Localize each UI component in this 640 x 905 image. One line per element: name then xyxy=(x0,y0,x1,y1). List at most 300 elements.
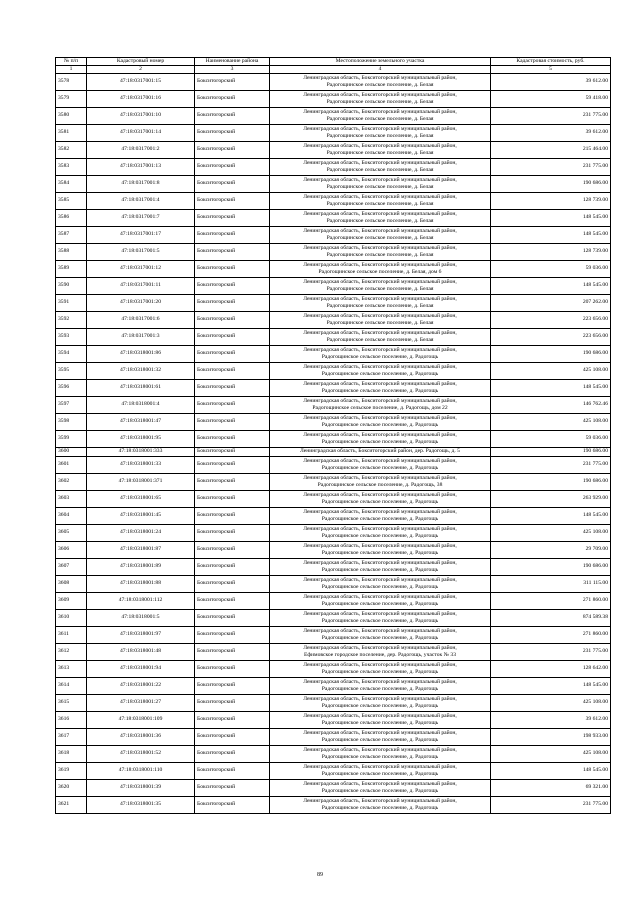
cadastral-value-cell: 231 775.00 xyxy=(491,158,611,175)
location-cell xyxy=(270,124,491,141)
location-line-1: Ленинградская область, Бокситогорский муниципальный район, xyxy=(303,594,457,600)
cadastral-value-cell: 215 464.00 xyxy=(491,141,611,158)
location-line-1: Ленинградская область, Бокситогорский муниципальный район, xyxy=(303,730,457,736)
column-index-1: 1 xyxy=(56,66,87,74)
cadastral-number-cell: 47:18:0318001:371 xyxy=(87,473,195,490)
table-row xyxy=(56,430,611,447)
location-cell xyxy=(270,626,491,643)
district-cell: Бокситогорский xyxy=(195,711,270,728)
row-number-cell: 3612 xyxy=(56,643,87,660)
district-cell: Бокситогорский xyxy=(195,73,270,90)
cadastral-number-cell: 47:18:0318001:89 xyxy=(87,558,195,575)
location-line-2: Радогощинское сельское поселение, д. Радогощь xyxy=(321,370,439,377)
location-line-1: Ленинградская область, Бокситогорский муниципальный район, xyxy=(303,713,457,719)
row-number-cell: 3605 xyxy=(56,524,87,541)
cadastral-value-cell: 425 108.00 xyxy=(491,362,611,379)
district-cell: Бокситогорский xyxy=(195,226,270,243)
column-index-3: 3 xyxy=(195,66,270,74)
cadastral-value-cell: 190 686.00 xyxy=(491,447,611,456)
cadastral-number-cell: 47:18:0318001:95 xyxy=(87,430,195,447)
cadastral-value-cell: 231 775.00 xyxy=(491,456,611,473)
location-line-1: Ленинградская область, Бокситогорский муниципальный район, xyxy=(303,313,457,319)
table-row xyxy=(56,728,611,745)
cadastral-number-cell: 47:18:0318001:27 xyxy=(87,694,195,711)
cadastral-number-cell: 47:18:0317001:3 xyxy=(87,328,195,345)
table-column-index-row xyxy=(56,66,611,74)
location-line-1: Ленинградская область, Бокситогорский муниципальный район, xyxy=(303,577,457,583)
location-cell xyxy=(270,711,491,728)
location-line-2: Радогощинское сельское поселение, д. Радогощь xyxy=(321,549,439,556)
cadastral-number-cell: 47:18:0318001:88 xyxy=(87,575,195,592)
location-line-1: Ленинградская область, Бокситогорский муниципальный район, xyxy=(303,611,457,617)
table-row xyxy=(56,90,611,107)
location-line-1: Ленинградская область, Бокситогорский муниципальный район, xyxy=(303,696,457,702)
table-row xyxy=(56,745,611,762)
cadastral-value-cell: 59 036.00 xyxy=(491,430,611,447)
table-row xyxy=(56,379,611,396)
location-line-2: Радогощинское сельское поселение, д. Радогощь xyxy=(321,387,439,394)
location-cell xyxy=(270,456,491,473)
table-row xyxy=(56,328,611,345)
page-number: 89 xyxy=(317,872,323,878)
location-line-2: Радогощинское сельское поселение, д. Белая xyxy=(326,319,434,326)
table-row xyxy=(56,779,611,796)
header-location: Местоположение земельного участка xyxy=(270,58,491,66)
cadastral-number-cell: 47:18:0318001:5 xyxy=(87,609,195,626)
district-cell: Бокситогорский xyxy=(195,447,270,456)
district-cell: Бокситогорский xyxy=(195,124,270,141)
cadastral-value-table xyxy=(55,57,611,814)
cadastral-value-cell: 190 686.00 xyxy=(491,558,611,575)
location-line-2: Радогощинское сельское поселение, д. Радогощь xyxy=(321,804,439,811)
cadastral-number-cell: 47:18:0317001:8 xyxy=(87,175,195,192)
table-row xyxy=(56,192,611,209)
location-line-2: Радогощинское сельское поселение, д. Белая xyxy=(326,234,434,241)
header-number: № п/п xyxy=(56,58,87,66)
district-cell: Бокситогорский xyxy=(195,107,270,124)
cadastral-value-cell: 223 656.00 xyxy=(491,328,611,345)
district-cell: Бокситогорский xyxy=(195,277,270,294)
cadastral-number-cell: 47:18:0317001:10 xyxy=(87,107,195,124)
location-cell xyxy=(270,745,491,762)
table-row xyxy=(56,524,611,541)
table-row xyxy=(56,141,611,158)
row-number-cell: 3596 xyxy=(56,379,87,396)
location-line-1: Ленинградская область, Бокситогорский муниципальный район, xyxy=(303,475,457,481)
location-line-2: Радогощинское сельское поселение, д. Белая xyxy=(326,336,434,343)
cadastral-value-cell: 425 108.00 xyxy=(491,524,611,541)
location-line-2: Ефимовское городское поселение, дер. Радогощь, участок № 33 xyxy=(304,651,456,658)
district-cell: Бокситогорский xyxy=(195,396,270,413)
table-row xyxy=(56,447,611,456)
cadastral-number-cell: 47:18:0318001:33 xyxy=(87,456,195,473)
location-line-2: Радогощинское сельское поселение, д. Радогощь, 38 xyxy=(317,481,443,488)
cadastral-value-cell: 207 262.00 xyxy=(491,294,611,311)
district-cell: Бокситогорский xyxy=(195,243,270,260)
table-row xyxy=(56,575,611,592)
table-row xyxy=(56,626,611,643)
cadastral-value-cell: 146 762.46 xyxy=(491,396,611,413)
district-cell: Бокситогорский xyxy=(195,609,270,626)
row-number-cell: 3606 xyxy=(56,541,87,558)
cadastral-number-cell: 47:18:0318001:112 xyxy=(87,592,195,609)
location-line-1: Ленинградская область, Бокситогорский муниципальный район, xyxy=(303,296,457,302)
table-row xyxy=(56,158,611,175)
location-cell xyxy=(270,277,491,294)
location-cell xyxy=(270,141,491,158)
location-line-1: Ленинградская область, Бокситогорский муниципальный район, xyxy=(303,143,457,149)
cadastral-number-cell: 47:18:0318001:52 xyxy=(87,745,195,762)
location-line-1: Ленинградская область, Бокситогорский муниципальный район, xyxy=(303,177,457,183)
location-line-1: Ленинградская область, Бокситогорский муниципальный район, xyxy=(303,645,457,651)
row-number-cell: 3614 xyxy=(56,677,87,694)
cadastral-number-cell: 47:18:0318001:36 xyxy=(87,728,195,745)
cadastral-value-cell: 190 686.00 xyxy=(491,345,611,362)
row-number-cell: 3588 xyxy=(56,243,87,260)
location-line-1: Ленинградская область, Бокситогорский муниципальный район, xyxy=(303,75,457,81)
row-number-cell: 3586 xyxy=(56,209,87,226)
district-cell: Бокситогорский xyxy=(195,192,270,209)
row-number-cell: 3610 xyxy=(56,609,87,626)
header-district: Наименование района xyxy=(195,58,270,66)
table-row xyxy=(56,456,611,473)
district-cell: Бокситогорский xyxy=(195,728,270,745)
table-row xyxy=(56,541,611,558)
row-number-cell: 3591 xyxy=(56,294,87,311)
location-line-2: Радогощинское сельское поселение, д. Радогощь xyxy=(321,353,439,360)
cadastral-number-cell: 47:18:0317001:2 xyxy=(87,141,195,158)
location-line-2: Радогощинское сельское поселение, д. Белая xyxy=(326,98,434,105)
district-cell: Бокситогорский xyxy=(195,796,270,813)
location-line-1: Ленинградская область, Бокситогорский муниципальный район, xyxy=(303,492,457,498)
district-cell: Бокситогорский xyxy=(195,158,270,175)
table-row xyxy=(56,558,611,575)
table-row xyxy=(56,711,611,728)
cadastral-value-cell: 128 642.00 xyxy=(491,660,611,677)
cadastral-number-cell: 47:18:0317001:15 xyxy=(87,73,195,90)
district-cell: Бокситогорский xyxy=(195,430,270,447)
table-row xyxy=(56,226,611,243)
district-cell: Бокситогорский xyxy=(195,626,270,643)
table-row xyxy=(56,609,611,626)
location-cell xyxy=(270,609,491,626)
cadastral-value-cell: 425 108.00 xyxy=(491,413,611,430)
row-number-cell: 3581 xyxy=(56,124,87,141)
location-line-2: Радогощинское сельское поселение, д. Белая xyxy=(326,302,434,309)
location-line-1: Ленинградская область, Бокситогорский муниципальный район, xyxy=(303,628,457,634)
location-line-1: Ленинградская область, Бокситогорский район, дер. Радогощь, д. 5 xyxy=(300,448,460,455)
location-cell xyxy=(270,192,491,209)
column-index-5: 5 xyxy=(491,66,611,74)
table-row xyxy=(56,507,611,524)
location-cell xyxy=(270,328,491,345)
table-row xyxy=(56,277,611,294)
location-cell xyxy=(270,379,491,396)
location-line-1: Ленинградская область, Бокситогорский муниципальный район, xyxy=(303,347,457,353)
location-line-2: Радогощинское сельское поселение, д. Белая xyxy=(326,251,434,258)
row-number-cell: 3608 xyxy=(56,575,87,592)
cadastral-value-cell: 128 739.00 xyxy=(491,192,611,209)
cadastral-number-cell: 47:18:0318001:86 xyxy=(87,345,195,362)
row-number-cell: 3611 xyxy=(56,626,87,643)
district-cell: Бокситогорский xyxy=(195,345,270,362)
location-line-1: Ленинградская область, Бокситогорский муниципальный район, xyxy=(303,526,457,532)
location-line-1: Ленинградская область, Бокситогорский муниципальный район, xyxy=(303,330,457,336)
row-number-cell: 3615 xyxy=(56,694,87,711)
district-cell: Бокситогорский xyxy=(195,745,270,762)
location-line-2: Радогощинское сельское поселение, д. Радогощь xyxy=(321,685,439,692)
location-line-1: Ленинградская область, Бокситогорский муниципальный район, xyxy=(303,279,457,285)
row-number-cell: 3620 xyxy=(56,779,87,796)
location-line-2: Радогощинское сельское поселение, д. Радогощь xyxy=(321,464,439,471)
location-line-2: Радогощинское сельское поселение, д. Радогощь xyxy=(321,736,439,743)
table-row xyxy=(56,73,611,90)
cadastral-number-cell: 47:18:0317001:17 xyxy=(87,226,195,243)
row-number-cell: 3583 xyxy=(56,158,87,175)
cadastral-value-cell: 69 321.00 xyxy=(491,779,611,796)
location-line-2: Радогощинское сельское поселение, д. Белая xyxy=(326,149,434,156)
location-line-1: Ленинградская область, Бокситогорский муниципальный район, xyxy=(303,92,457,98)
row-number-cell: 3598 xyxy=(56,413,87,430)
location-line-1: Ленинградская область, Бокситогорский муниципальный район, xyxy=(303,560,457,566)
district-cell: Бокситогорский xyxy=(195,779,270,796)
cadastral-number-cell: 47:18:0317001:14 xyxy=(87,124,195,141)
cadastral-number-cell: 47:18:0318001:39 xyxy=(87,779,195,796)
table-body xyxy=(56,58,611,814)
row-number-cell: 3603 xyxy=(56,490,87,507)
location-cell xyxy=(270,796,491,813)
location-line-2: Радогощинское сельское поселение, д. Белая xyxy=(326,217,434,224)
cadastral-number-cell: 47:18:0317001:13 xyxy=(87,158,195,175)
district-cell: Бокситогорский xyxy=(195,524,270,541)
row-number-cell: 3587 xyxy=(56,226,87,243)
location-cell xyxy=(270,779,491,796)
cadastral-value-cell: 128 739.00 xyxy=(491,243,611,260)
cadastral-value-cell: 39 612.00 xyxy=(491,124,611,141)
cadastral-value-cell: 148 545.00 xyxy=(491,209,611,226)
district-cell: Бокситогорский xyxy=(195,660,270,677)
row-number-cell: 3592 xyxy=(56,311,87,328)
cadastral-number-cell: 47:18:0318001:4 xyxy=(87,396,195,413)
location-line-2: Радогощинское сельское поселение, д. Радогощь xyxy=(321,498,439,505)
location-line-2: Радогощинское сельское поселение, д. Радогощь xyxy=(321,617,439,624)
location-cell xyxy=(270,226,491,243)
district-cell: Бокситогорский xyxy=(195,209,270,226)
location-cell xyxy=(270,558,491,575)
row-number-cell: 3595 xyxy=(56,362,87,379)
cadastral-number-cell: 47:18:0318001:32 xyxy=(87,362,195,379)
cadastral-number-cell: 47:18:0318001:97 xyxy=(87,626,195,643)
table-row xyxy=(56,243,611,260)
cadastral-value-cell: 223 656.00 xyxy=(491,311,611,328)
location-line-1: Ленинградская область, Бокситогорский муниципальный район, xyxy=(303,381,457,387)
table-row xyxy=(56,473,611,490)
district-cell: Бокситогорский xyxy=(195,490,270,507)
cadastral-number-cell: 47:18:0318001:35 xyxy=(87,796,195,813)
cadastral-value-cell: 874 589.38 xyxy=(491,609,611,626)
cadastral-number-cell: 47:18:0318001:24 xyxy=(87,524,195,541)
cadastral-value-cell: 148 545.00 xyxy=(491,507,611,524)
district-cell: Бокситогорский xyxy=(195,592,270,609)
location-line-2: Радогощинское сельское поселение, д. Белая xyxy=(326,81,434,88)
location-line-1: Ленинградская область, Бокситогорский муниципальный район, xyxy=(303,747,457,753)
location-cell xyxy=(270,762,491,779)
cadastral-value-cell: 231 775.00 xyxy=(491,796,611,813)
table-row xyxy=(56,762,611,779)
location-cell xyxy=(270,345,491,362)
row-number-cell: 3619 xyxy=(56,762,87,779)
location-cell xyxy=(270,677,491,694)
district-cell: Бокситогорский xyxy=(195,90,270,107)
location-line-1: Ленинградская область, Бокситогорский муниципальный район, xyxy=(303,662,457,668)
table-row xyxy=(56,260,611,277)
district-cell: Бокситогорский xyxy=(195,762,270,779)
table-row xyxy=(56,209,611,226)
location-cell xyxy=(270,490,491,507)
cadastral-number-cell: 47:18:0318001:48 xyxy=(87,643,195,660)
location-cell xyxy=(270,413,491,430)
district-cell: Бокситогорский xyxy=(195,473,270,490)
location-cell xyxy=(270,541,491,558)
row-number-cell: 3580 xyxy=(56,107,87,124)
row-number-cell: 3584 xyxy=(56,175,87,192)
cadastral-number-cell: 47:18:0318001:45 xyxy=(87,507,195,524)
table-row xyxy=(56,413,611,430)
table-row xyxy=(56,490,611,507)
row-number-cell: 3601 xyxy=(56,456,87,473)
location-line-2: Радогощинское сельское поселение, д. Радогощь xyxy=(321,438,439,445)
location-cell xyxy=(270,158,491,175)
location-cell xyxy=(270,507,491,524)
district-cell: Бокситогорский xyxy=(195,694,270,711)
district-cell: Бокситогорский xyxy=(195,507,270,524)
table-row xyxy=(56,396,611,413)
location-cell xyxy=(270,73,491,90)
location-line-2: Радогощинское сельское поселение, д. Белая xyxy=(326,132,434,139)
cadastral-value-cell: 148 545.00 xyxy=(491,379,611,396)
table-row xyxy=(56,124,611,141)
district-cell: Бокситогорский xyxy=(195,362,270,379)
cadastral-number-cell: 47:18:0318001:65 xyxy=(87,490,195,507)
location-cell xyxy=(270,311,491,328)
table-row xyxy=(56,660,611,677)
location-cell xyxy=(270,260,491,277)
location-cell xyxy=(270,430,491,447)
cadastral-value-cell: 148 545.00 xyxy=(491,226,611,243)
location-line-1: Ленинградская область, Бокситогорский муниципальный район, xyxy=(303,764,457,770)
location-line-1: Ленинградская область, Бокситогорский муниципальный район, xyxy=(303,509,457,515)
cadastral-value-cell: 59 036.00 xyxy=(491,260,611,277)
row-number-cell: 3590 xyxy=(56,277,87,294)
cadastral-value-cell: 198 933.00 xyxy=(491,728,611,745)
row-number-cell: 3600 xyxy=(56,447,87,456)
location-cell xyxy=(270,396,491,413)
location-line-2: Радогощинское сельское поселение, д. Радогощь xyxy=(321,583,439,590)
cadastral-number-cell: 47:18:0318001:87 xyxy=(87,541,195,558)
cadastral-number-cell: 47:18:0317001:12 xyxy=(87,260,195,277)
cadastral-value-cell: 29 709.00 xyxy=(491,541,611,558)
cadastral-number-cell: 47:18:0318001:61 xyxy=(87,379,195,396)
location-line-1: Ленинградская область, Бокситогорский муниципальный район, xyxy=(303,262,457,268)
row-number-cell: 3578 xyxy=(56,73,87,90)
table-row xyxy=(56,643,611,660)
cadastral-number-cell: 47:18:0317001:7 xyxy=(87,209,195,226)
row-number-cell: 3599 xyxy=(56,430,87,447)
cadastral-value-cell: 39 612.00 xyxy=(491,711,611,728)
location-line-1: Ленинградская область, Бокситогорский муниципальный район, xyxy=(303,228,457,234)
table-row xyxy=(56,362,611,379)
row-number-cell: 3609 xyxy=(56,592,87,609)
district-cell: Бокситогорский xyxy=(195,558,270,575)
district-cell: Бокситогорский xyxy=(195,643,270,660)
cadastral-number-cell: 47:18:0318001:22 xyxy=(87,677,195,694)
cadastral-number-cell: 47:18:0317001:20 xyxy=(87,294,195,311)
location-line-2: Радогощинское сельское поселение, д. Радогощь xyxy=(321,702,439,709)
cadastral-value-cell: 39 612.00 xyxy=(491,73,611,90)
cadastral-number-cell: 47:18:0318001:94 xyxy=(87,660,195,677)
location-line-2: Радогощинское сельское поселение, д. Радогощь xyxy=(321,600,439,607)
location-cell xyxy=(270,694,491,711)
table-row xyxy=(56,796,611,813)
location-cell xyxy=(270,243,491,260)
location-line-1: Ленинградская область, Бокситогорский муниципальный район, xyxy=(303,364,457,370)
location-line-2: Радогощинское сельское поселение, д. Радогощь xyxy=(321,566,439,573)
table-row xyxy=(56,345,611,362)
location-line-1: Ленинградская область, Бокситогорский муниципальный район, xyxy=(303,798,457,804)
table-row xyxy=(56,592,611,609)
district-cell: Бокситогорский xyxy=(195,175,270,192)
location-line-1: Ленинградская область, Бокситогорский муниципальный район, xyxy=(303,458,457,464)
location-cell xyxy=(270,575,491,592)
row-number-cell: 3597 xyxy=(56,396,87,413)
location-line-2: Радогощинское сельское поселение, д. Радогощь xyxy=(321,770,439,777)
location-line-1: Ленинградская область, Бокситогорский муниципальный район, xyxy=(303,194,457,200)
row-number-cell: 3617 xyxy=(56,728,87,745)
cadastral-value-cell: 425 108.00 xyxy=(491,745,611,762)
location-line-2: Радогощинское сельское поселение, д. Белая xyxy=(326,115,434,122)
location-line-1: Ленинградская область, Бокситогорский муниципальный район, xyxy=(303,432,457,438)
table-row xyxy=(56,677,611,694)
header-cadastral-number: Кадастровый номер xyxy=(87,58,195,66)
location-cell xyxy=(270,643,491,660)
cadastral-value-cell: 148 545.00 xyxy=(491,762,611,779)
location-line-1: Ленинградская область, Бокситогорский муниципальный район, xyxy=(303,211,457,217)
row-number-cell: 3589 xyxy=(56,260,87,277)
table-row xyxy=(56,294,611,311)
location-cell xyxy=(270,90,491,107)
location-cell xyxy=(270,524,491,541)
cadastral-number-cell: 47:18:0317001:6 xyxy=(87,311,195,328)
location-line-1: Ленинградская область, Бокситогорский муниципальный район, xyxy=(303,415,457,421)
location-line-2: Радогощинское сельское поселение, д. Радогощь xyxy=(321,668,439,675)
location-line-2: Радогощинское сельское поселение, д. Радогощь xyxy=(321,421,439,428)
district-cell: Бокситогорский xyxy=(195,541,270,558)
row-number-cell: 3593 xyxy=(56,328,87,345)
cadastral-number-cell: 47:18:0318001:47 xyxy=(87,413,195,430)
cadastral-value-cell: 190 686.00 xyxy=(491,473,611,490)
cadastral-number-cell: 47:18:0318001:109 xyxy=(87,711,195,728)
table-row xyxy=(56,311,611,328)
location-line-2: Радогощинское сельское поселение, д. Белая xyxy=(326,166,434,173)
row-number-cell: 3618 xyxy=(56,745,87,762)
table-header-row xyxy=(56,58,611,66)
district-cell: Бокситогорский xyxy=(195,677,270,694)
district-cell: Бокситогорский xyxy=(195,328,270,345)
district-cell: Бокситогорский xyxy=(195,413,270,430)
row-number-cell: 3613 xyxy=(56,660,87,677)
row-number-cell: 3579 xyxy=(56,90,87,107)
row-number-cell: 3602 xyxy=(56,473,87,490)
